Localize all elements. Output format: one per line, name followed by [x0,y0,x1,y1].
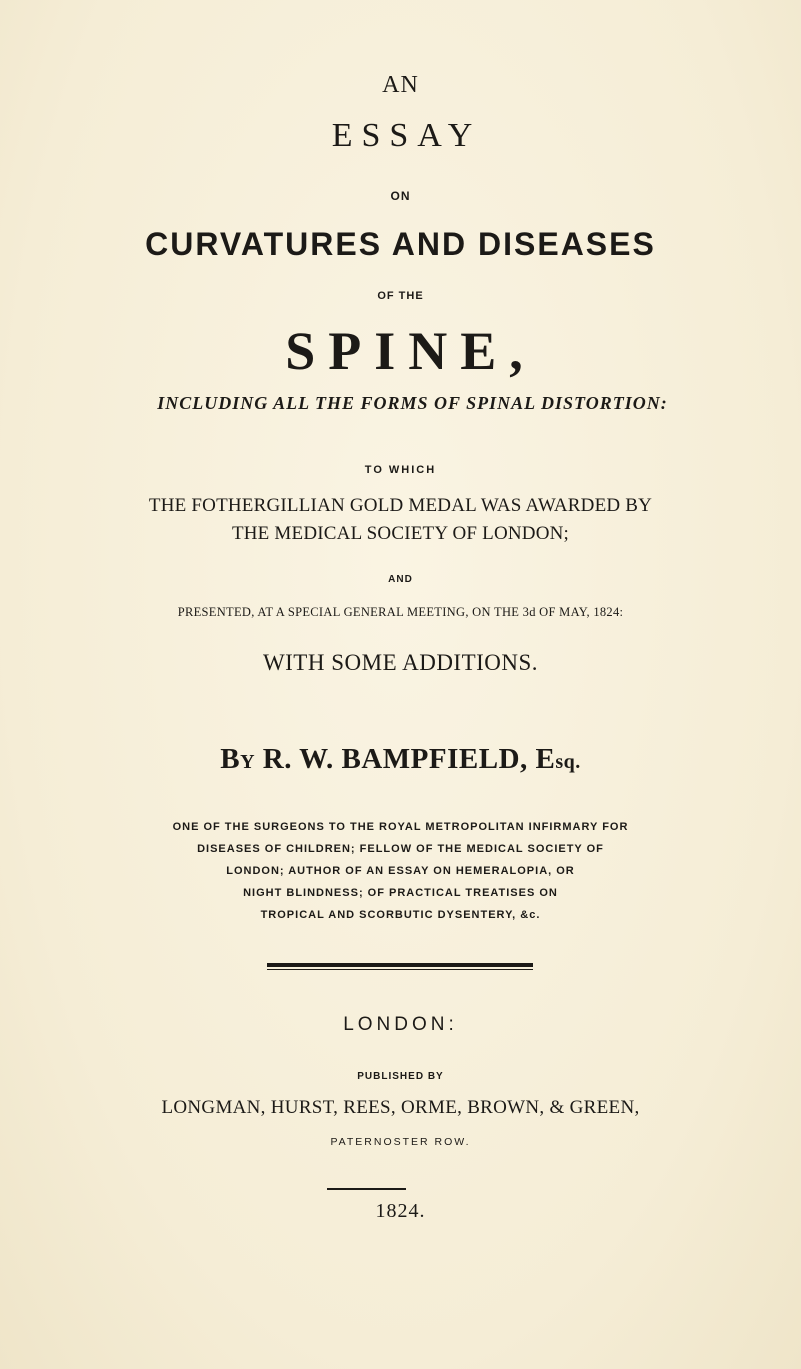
author-esq-initial: E [535,743,556,775]
heading-on: ON [390,189,411,203]
heading-an: AN [382,72,419,98]
subtitle-including: INCLUDING ALL THE FORMS OF SPINAL DISTORTION: [157,393,668,413]
author-by-rest: Y [240,751,256,773]
imprint-address: PATERNOSTER ROW. [330,1136,471,1148]
text-additions: WITH SOME ADDITIONS. [262,650,539,675]
text-and: AND [388,574,413,585]
imprint-publishers: LONGMAN, HURST, REES, ORME, BROWN, & GREEN, [161,1097,640,1118]
divider-rule [267,963,533,967]
author-line [0,743,801,776]
imprint-year: 1824. [375,1200,426,1222]
text-presented: PRESENTED, AT A SPECIAL GENERAL MEETING, ON THE 3d OF MAY, 1824: [177,605,624,619]
imprint-published-by: PUBLISHED BY [357,1071,444,1082]
author-description-line: DISEASES OF CHILDREN; FELLOW OF THE MEDICAL SOCIETY OF [197,843,604,855]
author-description-line: NIGHT BLINDNESS; OF PRACTICAL TREATISES ON [243,887,558,899]
text-medal-line-2: THE MEDICAL SOCIETY OF LONDON; [231,523,570,544]
author-description-line: TROPICAL AND SCORBUTIC DYSENTERY, &c. [260,909,541,921]
author-name: R. W. BAMPFIELD, [262,743,528,775]
author-esq-rest: sq. [555,751,581,773]
heading-spine: SPINE, [285,321,536,381]
text-medal-line-1: THE FOTHERGILLIAN GOLD MEDAL WAS AWARDED BY [148,495,653,516]
heading-of-the: OF THE [377,290,424,302]
year-rule [327,1188,406,1190]
heading-subject: CURVATURES AND DISEASES [145,226,656,262]
author-description-line: LONDON; AUTHOR OF AN ESSAY ON HEMERALOPIA, OR [226,865,575,877]
imprint-city: LONDON: [343,1014,458,1035]
heading-essay: ESSAY [331,117,482,154]
author-by-initial: B [220,743,241,775]
author-description-line: ONE OF THE SURGEONS TO THE ROYAL METROPOLITAN INFIRMARY FOR [172,821,629,833]
divider-rule-thin [267,969,533,970]
text-to-which: TO WHICH [364,464,437,476]
